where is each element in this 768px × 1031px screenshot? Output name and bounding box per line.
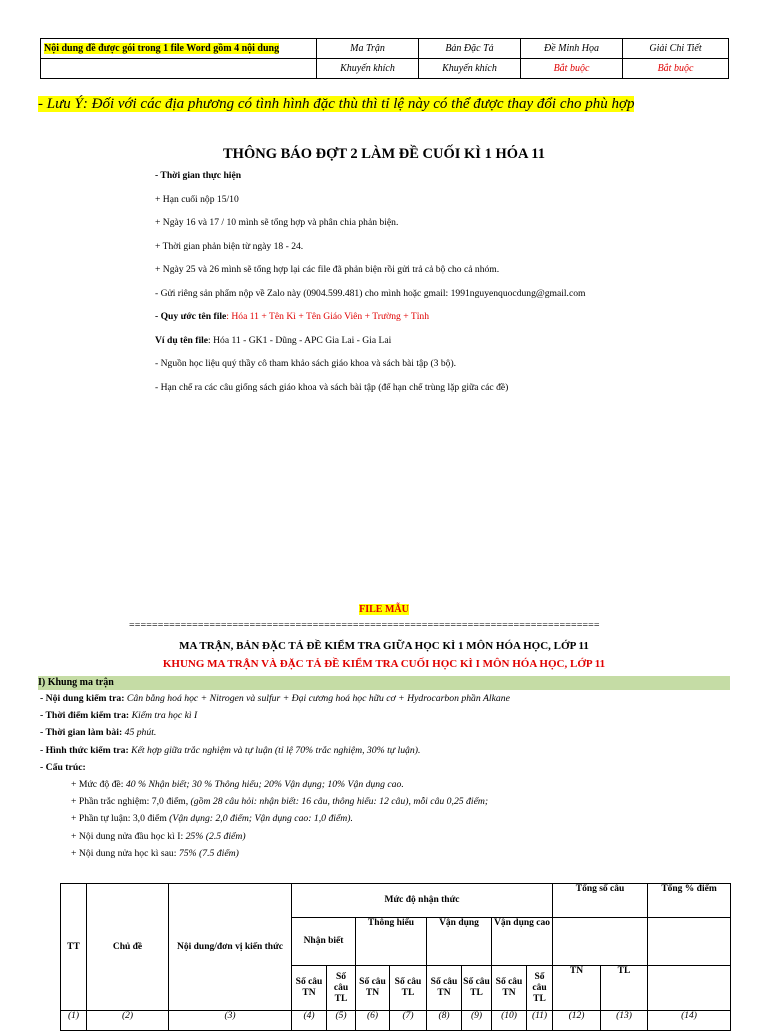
column-detailed-solution: Giải Chi Tiết (623, 39, 729, 59)
total-percent-header: Tổng % điểm (648, 884, 731, 918)
structure-item: + Nội dung nửa đầu học kì I: 25% (2.5 điểm) (71, 830, 246, 842)
info-structure-label: - Cấu trúc: (40, 761, 86, 773)
resource-line: - Nguồn học liệu quý thầy cô tham khảo sách giáo khoa và sách bài tập (3 bộ). (155, 358, 457, 369)
column-specification: Bản Đặc Tả (419, 39, 521, 59)
exam-info (40, 693, 510, 865)
main-title: MA TRẬN, BẢN ĐẶC TẢ ĐỀ KIỂM TRA GIỮA HỌC KÌ 1 MÔN HÓA HỌC, LỚP 11 (179, 640, 589, 652)
empty-cell (41, 59, 317, 79)
notice-line: + Ngày 16 và 17 / 10 mình sẽ tổng hợp và phân chia phản biện. (155, 217, 399, 228)
index-cell: (12) (553, 1011, 601, 1031)
sub-header: Số câu TN (427, 966, 462, 1011)
notice-line: + Hạn cuối nộp 15/10 (155, 193, 239, 205)
index-cell: (11) (527, 1011, 553, 1031)
requirement-detailed-solution: Bắt buộc (623, 59, 729, 79)
content-unit-header: Nội dung/đơn vị kiến thức (169, 884, 292, 1011)
level-recognition: Nhận biết (292, 918, 356, 966)
empty-cell (648, 918, 731, 966)
total-tn-header: TN (553, 966, 601, 1011)
total-tl-header: TL (601, 966, 648, 1011)
index-cell: (6) (356, 1011, 390, 1031)
sub-header: Số câu TN (492, 966, 527, 1011)
empty-cell (648, 966, 731, 1011)
column-matrix: Ma Trận (317, 39, 419, 59)
naming-example: Ví dụ tên file: Hóa 11 - GK1 - Dũng - APC Gia Lai - Gia Lai (155, 334, 392, 346)
index-cell: (5) (327, 1011, 356, 1031)
header-note: Nội dung đề được gói trong 1 file Word gồm 4 nội dung (44, 43, 280, 54)
notice-title: THÔNG BÁO ĐỢT 2 LÀM ĐỀ CUỐI KÌ 1 HÓA 11 (223, 146, 545, 162)
index-cell: (9) (462, 1011, 492, 1031)
notice-line: + Ngày 25 và 26 mình sẽ tổng hợp lại các file đã phản biện rồi gửi trả cả bộ cho cả nhóm. (155, 264, 500, 275)
index-cell: (2) (87, 1011, 169, 1031)
index-cell: (4) (292, 1011, 327, 1031)
regional-note: - Lưu Ý: Đối với các địa phương có tình hình đặc thù thì tỉ lệ này có thể được thay đổi cho phù hợp (38, 96, 635, 112)
header-note-cell (41, 39, 317, 59)
info-format: - Hình thức kiểm tra: Kết hợp giữa trắc nghiệm và tự luận (tỉ lệ 70% trắc nghiệm, 30% tự luận). (40, 744, 421, 756)
index-cell: (7) (390, 1011, 427, 1031)
level-application: Vận dụng (427, 918, 492, 966)
sub-header: Số câu TL (327, 966, 356, 1011)
info-time-point: - Thời điểm kiểm tra: Kiểm tra học kì I (40, 710, 198, 722)
sub-header: Số câu TN (292, 966, 327, 1011)
structure-item: + Nội dung nửa học kì sau: 75% (7.5 điểm) (71, 847, 239, 859)
sample-file-label: FILE MẪU (359, 604, 409, 615)
notice-line: + Thời gian phản biện từ ngày 18 - 24. (155, 240, 304, 252)
structure-item: + Phần trắc nghiệm: 7,0 điểm, (gồm 28 câu hỏi: nhận biết: 16 câu, thông hiểu: 12 câu), mỗi câu 0,25 điểm; (71, 796, 489, 808)
resource-line: - Hạn chế ra các câu giống sách giáo khoa và sách bài tập (để hạn chế trùng lặp giữa các đề) (155, 381, 509, 393)
section-heading: I) Khung ma trận (38, 676, 730, 690)
time-heading: - Thời gian thực hiện (155, 170, 242, 181)
separator-line: ================================================================================== (129, 620, 600, 631)
index-cell: (1) (61, 1011, 87, 1031)
cognitive-level-header: Mức độ nhận thức (292, 884, 553, 918)
empty-cell (553, 918, 648, 966)
index-cell: (8) (427, 1011, 462, 1031)
sub-header: Số câu TN (356, 966, 390, 1011)
index-cell: (13) (601, 1011, 648, 1031)
column-sample-exam: Đề Minh Họa (521, 39, 623, 59)
sub-header: Số câu TL (462, 966, 492, 1011)
structure-item: + Phần tự luận: 3,0 điểm (Vận dụng: 2,0 điểm; Vận dụng cao: 1,0 điểm). (71, 813, 353, 825)
sub-header: Số câu TL (527, 966, 553, 1011)
total-questions-header: Tổng số câu (553, 884, 648, 918)
index-cell: (14) (648, 1011, 731, 1031)
notice-line: - Gửi riêng sản phẩm nộp về Zalo này (0904.599.481) cho mình hoặc gmail: 1991nguyenquocdung@gmail.com (155, 287, 586, 299)
naming-rule: - Quy ước tên file: Hóa 11 + Tên Kì + Tên Giáo Viên + Trường + Tỉnh (155, 311, 429, 322)
info-duration: - Thời gian làm bài: 45 phút. (40, 727, 157, 739)
info-content: - Nội dung kiểm tra: Cân bằng hoá học + Nitrogen và sulfur + Đại cương hoá học hữu cơ + Hydrocarbon phần Alkane (40, 693, 510, 704)
tt-header: TT (61, 884, 87, 1011)
level-comprehension: Thông hiểu (356, 918, 427, 966)
topic-header: Chủ đề (87, 884, 169, 1011)
requirement-sample-exam: Bắt buộc (521, 59, 623, 79)
matrix-table (60, 883, 731, 1031)
red-title: KHUNG MA TRẬN VÀ ĐẶC TẢ ĐỀ KIỂM TRA CUỐI HỌC KÌ I MÔN HÓA HỌC, LỚP 11 (162, 658, 606, 670)
requirement-specification: Khuyến khích (419, 59, 521, 79)
index-cell: (10) (492, 1011, 527, 1031)
content-requirements-table (40, 38, 729, 79)
notice-body (155, 170, 585, 405)
requirement-matrix: Khuyến khích (317, 59, 419, 79)
structure-item: + Mức độ đề: 40 % Nhận biết; 30 % Thông hiểu; 20% Vận dụng; 10% Vận dụng cao. (71, 778, 404, 790)
sub-header: Số câu TL (390, 966, 427, 1011)
level-high-application: Vận dụng cao (492, 918, 553, 966)
index-cell: (3) (169, 1011, 292, 1031)
